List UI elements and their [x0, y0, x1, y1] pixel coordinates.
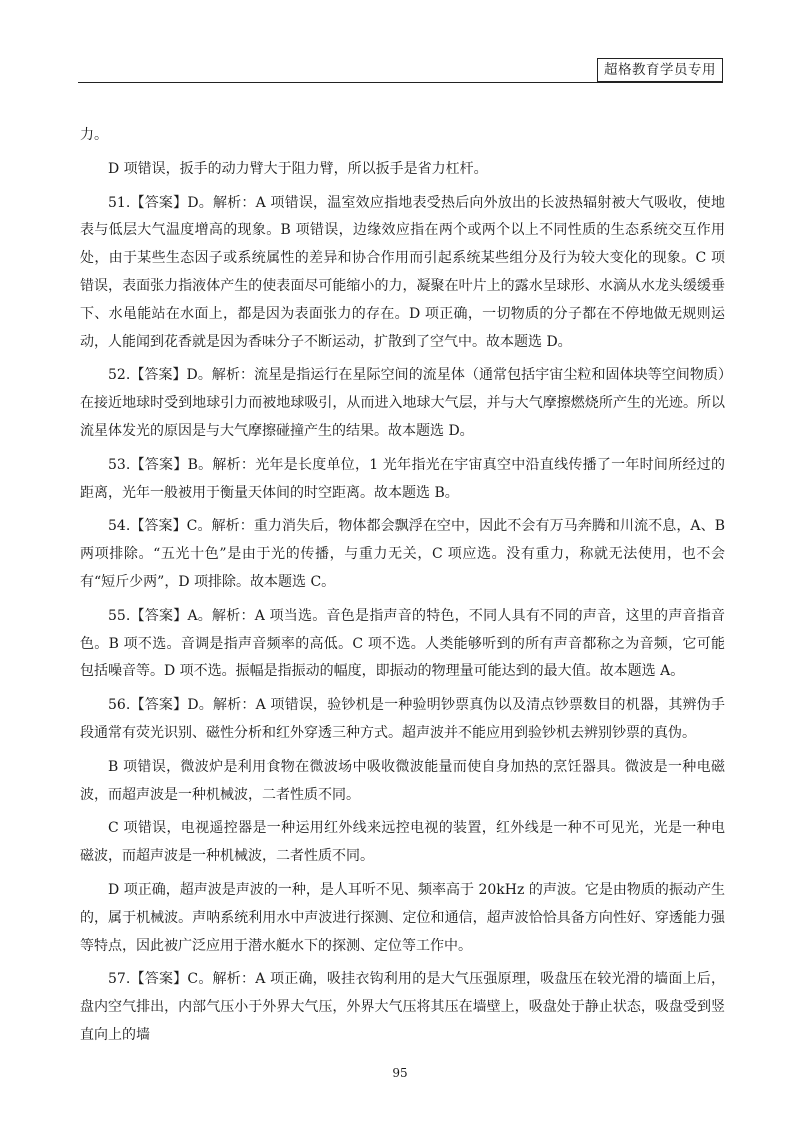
document-body	[80, 122, 725, 1056]
paragraph: D 项错误，扳手的动力臂大于阻力臂，所以扳手是省力杠杆。	[108, 160, 488, 177]
answer-56-option-d: D 项正确，超声波是声波的一种，是人耳听不见、频率高于 20kHz 的声波。它是由物质的振动产生的，属于机械波。声呐系统利用水中声波进行探测、定位和通信，超声波恰恰具备方向性好、穿透能力强等特点，因此被广泛应用于潜水艇水下的探测、定位等工作中。	[80, 881, 725, 954]
paragraph-continuation: 力。	[80, 127, 108, 143]
page-number: 95	[392, 1066, 408, 1080]
answer-54: 54.【答案】C。解析：重力消失后，物体都会飘浮在空中，因此不会有万马奔腾和川流不息，A、B 两项排除。“五光十色”是由于光的传播，与重力无关，C 项应选。没有重力，称就无法使用，也不会有“短斤少两”，D 项排除。故本题选 C。	[80, 518, 725, 590]
answer-56-option-b: B 项错误，微波炉是利用食物在微波场中吸收微波能量而使自身加热的烹饪器具。微波是一种电磁波，而超声波是一种机械波，二者性质不同。	[80, 758, 725, 803]
answer-56-option-c: C 项错误，电视遥控器是一种运用红外线来远控电视的装置，红外线是一种不可见光，光是一种电磁波，而超声波是一种机械波，二者性质不同。	[80, 820, 725, 865]
answer-52: 52.【答案】D。解析：流星是指运行在星际空间的流星体（通常包括宇宙尘粒和固体块等空间物质）在接近地球时受到地球引力而被地球吸引，从而进入地球大气层，并与大气摩擦燃烧所产生的光迹。所以流星体发光的原因是与大气摩擦碰撞产生的结果。故本题选 D。	[80, 367, 725, 439]
answer-56: 56.【答案】D。解析：A 项错误，验钞机是一种验明钞票真伪以及清点钞票数目的机器，其辨伪手段通常有荧光识别、磁性分析和红外穿透三种方式。超声波并不能应用到验钞机去辨别钞票的真伪。	[80, 697, 725, 741]
header-tag: 超格教育学员专用	[597, 58, 723, 82]
header-rule	[78, 82, 723, 83]
answer-53: 53.【答案】B。解析：光年是长度单位，1 光年指光在宇宙真空中沿直线传播了一年时间所经过的距离，光年一般被用于衡量天体间的时空距离。故本题选 B。	[80, 456, 725, 501]
answer-55: 55.【答案】A。解析：A 项当选。音色是指声音的特色，不同人具有不同的声音，这里的声音指音色。B 项不选。音调是指声音频率的高低。C 项不选。人类能够听到的所有声音都称之为音频，它可能包括噪音等。D 项不选。振幅是指振动的幅度，即振动的物理量可能达到的最大值。故本题选 A。	[80, 607, 725, 680]
answer-57: 57.【答案】C。解析：A 项正确，吸挂衣钩利用的是大气压强原理，吸盘压在较光滑的墙面上后，盘内空气排出，内部气压小于外界大气压，外界大气压将其压在墙壁上，吸盘处于静止状态，吸盘受到竖直向上的墙	[80, 971, 725, 1043]
answer-51: 51.【答案】D。解析：A 项错误，温室效应指地表受热后向外放出的长波热辐射被大气吸收，使地表与低层大气温度增高的现象。B 项错误，边缘效应指在两个或两个以上不同性质的生态系统交互作用处，由于某些生态因子或系统属性的差异和协合作用而引起系统某些组分及行为较大变化的现象。C 项错误，表面张力指液体产生的使表面尽可能缩小的力，凝聚在叶片上的露水呈球形、水滴从水龙头缓缓垂下、水黾能站在水面上，都是因为表面张力的存在。D 项正确，一切物质的分子都在不停地做无规则运动，人能闻到花香就是因为香味分子不断运动，扩散到了空气中。故本题选 D。	[80, 194, 725, 350]
